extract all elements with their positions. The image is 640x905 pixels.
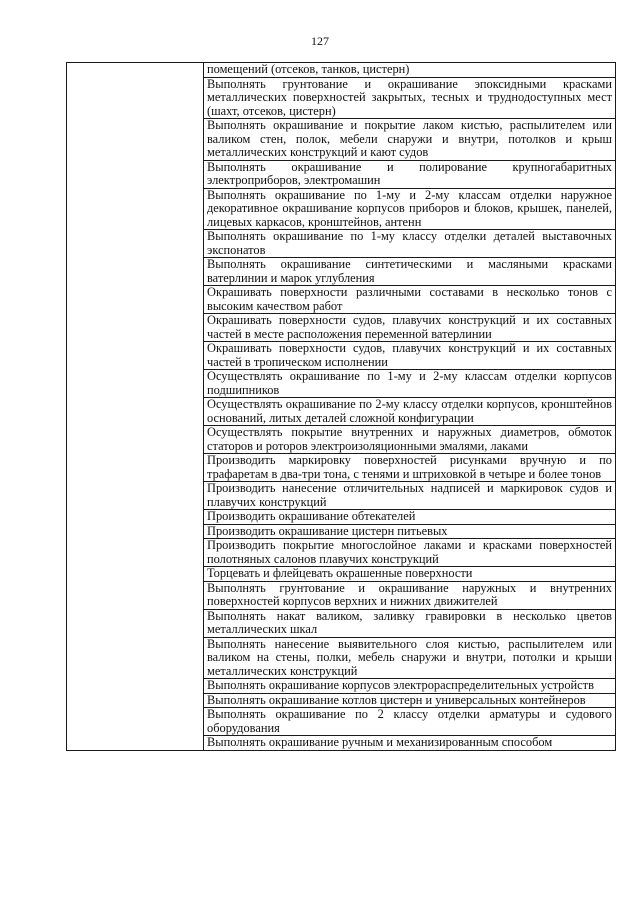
table-cell: Торцевать и флейцевать окрашенные поверхности [204, 567, 616, 582]
table-cell: Выполнять окрашивание корпусов электрораспределительных устройств [204, 679, 616, 694]
table-cell: Окрашивать поверхности судов, плавучих конструкций и их составных частей в месте расположения переменной ватерлинии [204, 314, 616, 342]
table-cell: Окрашивать поверхности судов, плавучих конструкций и их составных частей в тропическом исполнении [204, 342, 616, 370]
table-cell: Окрашивать поверхности различными составами в несколько тонов с высоким качеством работ [204, 286, 616, 314]
table-cell: Выполнять окрашивание по 1-му и 2-му классам отделки наружное декоративное окрашивание корпусов приборов и блоков, крышек, панелей, лицевых каркасов, кронштейнов, антенн [204, 188, 616, 230]
table-cell: Выполнять окрашивание по 1-му классу отделки деталей выставочных экспонатов [204, 230, 616, 258]
table-cell: Осуществлять окрашивание по 2-му классу отделки корпусов, кронштейнов оснований, литых деталей сложной конфигурации [204, 398, 616, 426]
table-cell: Выполнять грунтование и окрашивание наружных и внутренних поверхностей корпусов верхних и нижних движителей [204, 581, 616, 609]
table-cell: Производить окрашивание цистерн питьевых [204, 524, 616, 539]
table-cell: Осуществлять окрашивание по 1-му и 2-му классам отделки корпусов подшипников [204, 370, 616, 398]
table-cell: Выполнять окрашивание ручным и механизированным способом [204, 736, 616, 751]
table-row [67, 63, 616, 78]
table-cell: Производить маркировку поверхностей рисунками вручную и по трафаретам в два-три тона, с тенями и штриховкой в четыре и более тонов [204, 454, 616, 482]
page-number: 127 [311, 34, 329, 48]
table-cell: Производить нанесение отличительных надписей и маркировок судов и плавучих конструкций [204, 482, 616, 510]
table-cell: Выполнять накат валиком, заливку гравировки в несколько цветов металлических шкал [204, 609, 616, 637]
table-cell: Выполнять окрашивание котлов цистерн и универсальных контейнеров [204, 693, 616, 708]
table-cell: Выполнять окрашивание синтетическими и масляными красками ватерлинии и марок углубления [204, 258, 616, 286]
skills-table [66, 62, 616, 751]
left-column-cell [67, 63, 204, 751]
table-cell: Выполнять окрашивание и покрытие лаком кистью, распылителем или валиком стен, полок, мебели снаружи и внутри, потолков и крыш металлических конструкций и кают судов [204, 119, 616, 161]
table-cell: Выполнять окрашивание и полирование крупногабаритных электроприборов, электромашин [204, 160, 616, 188]
table-cell: Выполнять окрашивание по 2 классу отделки арматуры и судового оборудования [204, 708, 616, 736]
table-cell: Выполнять нанесение выявительного слоя кистью, распылителем или валиком на стены, полки, мебель снаружи и внутри, потолки и крыши металлических конструкций [204, 637, 616, 679]
table-cell: Выполнять грунтование и окрашивание эпоксидными красками металлических поверхностей закрытых, тесных и труднодоступных мест (шахт, отсеков, цистерн) [204, 77, 616, 119]
table-cell: Осуществлять покрытие внутренних и наружных диаметров, обмоток статоров и роторов электроизоляционными эмалями, лаками [204, 426, 616, 454]
table-cell: Производить покрытие многослойное лаками и красками поверхностей полотняных салонов плавучих конструкций [204, 539, 616, 567]
table-cell: помещений (отсеков, танков, цистерн) [204, 63, 616, 78]
table-cell: Производить окрашивание обтекателей [204, 510, 616, 525]
